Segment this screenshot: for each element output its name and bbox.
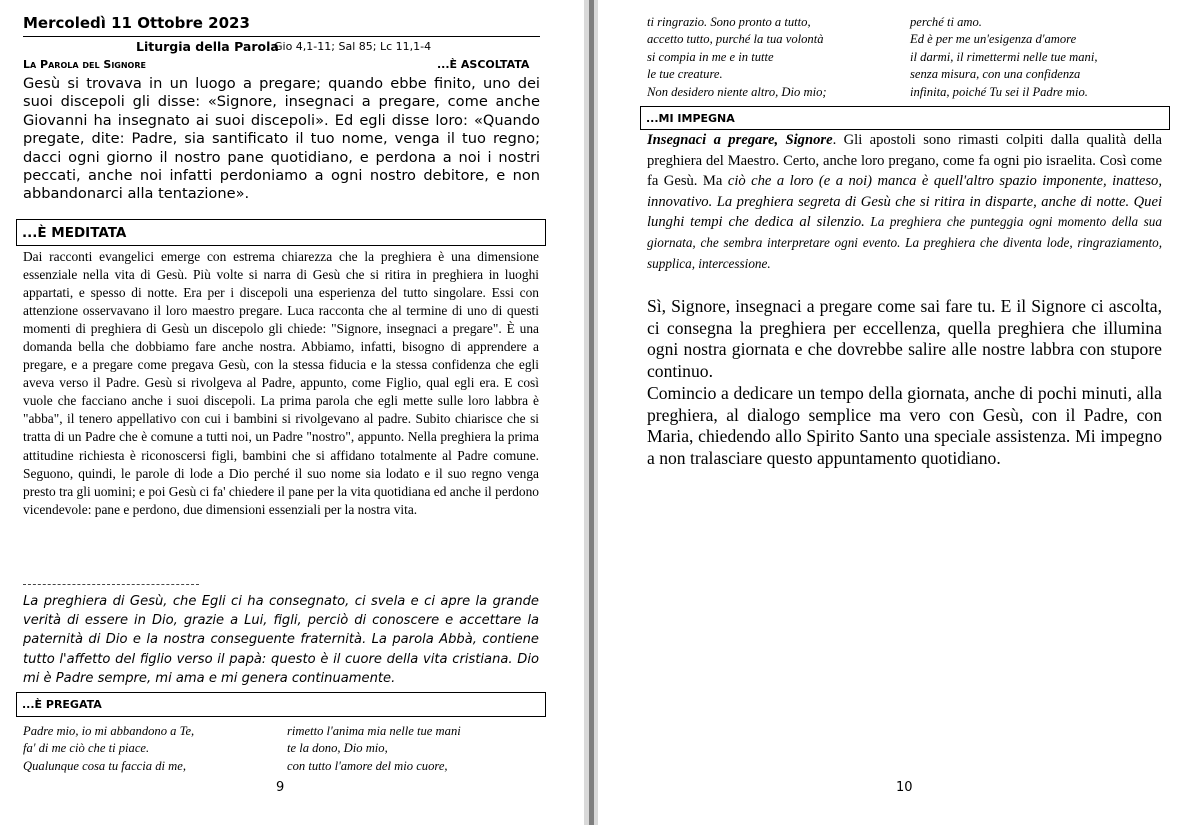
impegna-text <box>647 130 1162 274</box>
prayer-column-1: Padre mio, io mi abbandono a Te, fa' di me ciò che ti piace. Qualunque cosa tu faccia di me, <box>23 724 195 773</box>
page-number-left: 9 <box>276 780 285 795</box>
impegna-text-2: ciò che a loro (e a noi) manca è quell'altro spazio imponente, inatteso, innovativo. La preghiera segreta di Gesù che si ritira in disparte, anche di notte. Quei lunghi tempi che dedica al silenzio. <box>647 173 1162 231</box>
impegna-lead: Insegnaci a pregare, Signore <box>647 132 833 148</box>
prayer-column-2: rimetto l'anima mia nelle tue mani te la dono, Dio mio, con tutto l'amore del mio cuore, <box>287 724 461 773</box>
pregata-heading-box <box>16 692 546 717</box>
prayer-column-4: perché ti amo. Ed è per me un'esigenza d'amore il darmi, il rimettermi nelle tue mani, senza misura, con una confidenza infinita, poiché Tu sei il Padre mio. <box>910 15 1098 99</box>
section-word-label: La Parola del Signore <box>23 58 146 71</box>
pregata-heading: ...È PREGATA <box>22 698 102 711</box>
gospel-text: Gesù si trovava in un luogo a pregare; quando ebbe finito, uno dei suoi discepoli gli disse: «Signore, insegnaci a pregare, come anche Giovanni ha insegnato ai suoi discepoli». Ed egli disse loro: «Quando pregate, dite: Padre, sia santificato il tuo nome, venga il tuo regno; dacci ogni giorno il nostro pane quotidiano, e perdona a noi i nostri peccati, anche noi infatti perdoniamo a ogni nostro debitore, e non abbandonarci alla tentazione». <box>23 75 540 203</box>
header-rule <box>23 36 540 37</box>
meditata-text: Dai racconti evangelici emerge con estrema chiarezza che la preghiera è una dimensione essenziale nella vita di Gesù. Più volte si narra di Gesù che si ritira in preghiera in luoghi appartati, e spesso di notte. Era per i discepoli una esperienza del tutto singolare. Essi con attenzione osservavano il loro maestro pregare. Luca racconta che al termine di uno di questi momenti di preghiera di Gesù un discepolo gli chiede: "Signore, insegnaci a pregare". È una domanda bella che dobbiamo fare anche nostra. Abbiamo, infatti, bisogno di apprendere a pregare, e a pregare come pregava Gesù, con la stessa fiducia e la stessa confidenza che egli aveva verso il Padre. Gesù si rivolgeva al Padre, appunto, come Figlio, qual egli era. E così vuole che facciano anche i suoi discepoli. La prima parola che egli mette sulle loro labbra è "abba", il tenero appellativo con cui i bambini si rivolgevano al padre. Subito chiarisce che si tratta di un Padre che è comune a tutti noi, un Padre "nostro", appunto. Nella preghiera la prima attitudine richiesta è riconoscersi figli, bambini che si affidano totalmente al Padre comune. Seguono, quindi, le parole di lode a Dio perché il suo nome sia lodato e il suo regno venga presto tra gli uomini; e poi Gesù ci fa' chiedere il pane per la vita quotidiana ed anche il perdono vicendevole: pane e perdono, due dimensioni essenziali per la nostra vita. <box>23 249 539 517</box>
impegna-text-1: . Gli apostoli sono rimasti colpiti dalla qualità della preghiera del Maestro. Certo, anche loro pregano, come fa ogni pio israelita. Così come fa Gesù. Ma <box>647 132 1163 190</box>
liturgy-references: Gio 4,1-11; Sal 85; Lc 11,1-4 <box>274 40 432 53</box>
impegna-heading: ...MI IMPEGNA <box>646 112 735 125</box>
meditata-heading-box <box>16 219 546 246</box>
section-heard-label: ...È ASCOLTATA <box>437 58 530 71</box>
page-date: Mercoledì 11 Ottobre 2023 <box>23 14 250 32</box>
separator-rule <box>23 584 199 585</box>
page-divider <box>589 0 594 825</box>
resolution-paragraph-1: Sì, Signore, insegnaci a pregare come sai fare tu. E il Signore ci ascolta, ci consegna la preghiera per eccellenza, quella preghiera che illumina ogni nostra giornata e che dovrebbe salire alle nostre labbra con stupore continuo. <box>647 296 1162 382</box>
resolution-paragraph-2: Comincio a dedicare un tempo della giornata, anche di pochi minuti, alla preghiera, al dialogo semplice ma vero con Gesù, con il Padre, con Maria, chiedendo allo Spirito Santo una speciale assistenza. Mi impegno a non tralasciare questo appuntamento quotidiano. <box>647 382 1162 468</box>
meditation-quote: La preghiera di Gesù, che Egli ci ha consegnato, ci svela e ci apre la grande verità di essere in Dio, grazie a Lui, figli, perciò di conoscere e accettare la paternità di Dio e la nostra conseguente fraternità. La parola Abbà, contiene tutto l'affetto del figlio verso il papà: questo è il cuore della vita cristiana. Dio mi è Padre sempre, mi ama e mi genera continuamente. <box>23 594 539 686</box>
meditata-heading: ...È MEDITATA <box>22 225 127 241</box>
impegna-heading-box <box>640 106 1170 130</box>
page-number-right: 10 <box>896 780 913 795</box>
liturgy-title: Liturgia della Parola <box>136 39 279 54</box>
resolution-text <box>647 296 1162 470</box>
prayer-column-3: ti ringrazio. Sono pronto a tutto, accetto tutto, purché la tua volontà si compia in me e in tutte le tue creature. Non desidero niente altro, Dio mio; <box>647 15 827 99</box>
impegna-text-3: La preghiera che punteggia ogni momento della sua giornata, che sembra interpretare ogni evento. La preghiera che diventa lode, ringraziamento, supplica, intercessione. <box>647 214 1162 271</box>
